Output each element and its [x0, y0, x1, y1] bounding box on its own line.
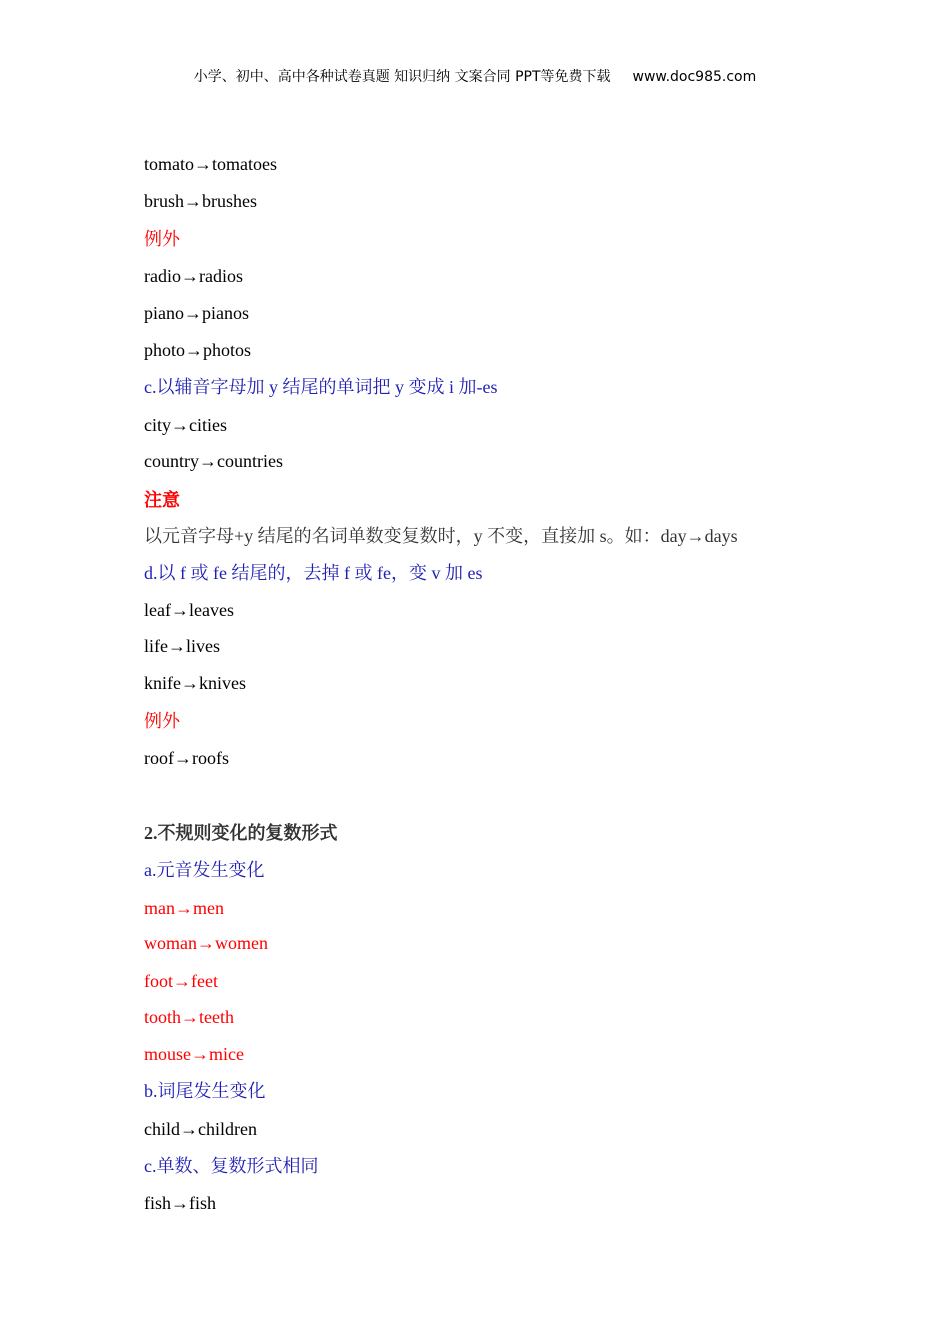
- text-line: child→children: [144, 1119, 257, 1139]
- text-line: brush→brushes: [144, 191, 257, 211]
- text-line: b.词尾发生变化: [144, 1081, 266, 1101]
- text-line: 注意: [144, 490, 180, 510]
- text-line: c.单数、复数形式相同: [144, 1156, 319, 1176]
- text-line: 例外: [144, 229, 180, 249]
- text-line: city→cities: [144, 415, 227, 435]
- header-title: 小学、初中、高中各种试卷真题 知识归纳 文案合同 PPT等免费下载: [193, 69, 611, 85]
- page-header: [0, 66, 950, 86]
- text-line: tomato→tomatoes: [144, 154, 277, 174]
- text-line: d.以 f 或 fe 结尾的，去掉 f 或 fe，变 v 加 es: [144, 563, 483, 583]
- text-line: knife→knives: [144, 673, 246, 693]
- section-heading: 2.不规则变化的复数形式: [144, 823, 338, 843]
- text-line: roof→roofs: [144, 748, 229, 768]
- text-line: tooth→teeth: [144, 1007, 234, 1027]
- text-line: leaf→leaves: [144, 600, 234, 620]
- text-line: radio→radios: [144, 266, 243, 286]
- text-line: life→lives: [144, 636, 220, 656]
- text-line: piano→pianos: [144, 303, 249, 323]
- text-line: a.元音发生变化: [144, 860, 265, 880]
- text-line: 例外: [144, 711, 180, 731]
- text-line: mouse→mice: [144, 1044, 244, 1064]
- text-line: man→men: [144, 898, 224, 918]
- text-line: foot→feet: [144, 971, 218, 991]
- text-line: photo→photos: [144, 340, 252, 360]
- text-line: country→countries: [144, 451, 283, 471]
- text-line: 以元音字母+y 结尾的名词单数变复数时，y 不变，直接加 s。如：day→days: [144, 526, 738, 546]
- text-line: c.以辅音字母加 y 结尾的单词把 y 变成 i 加-es: [144, 377, 498, 397]
- header-site: www.doc985.com: [632, 69, 757, 85]
- text-line: fish→fish: [144, 1193, 216, 1213]
- text-line: woman→women: [144, 933, 268, 953]
